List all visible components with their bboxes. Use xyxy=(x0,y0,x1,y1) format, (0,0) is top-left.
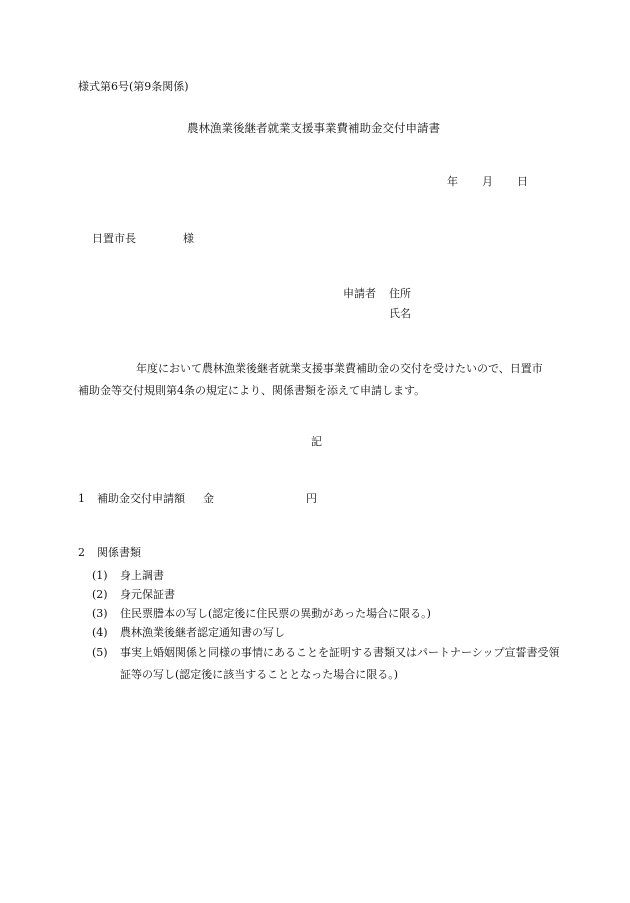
applicant-address-label: 住所 xyxy=(389,287,411,300)
list-item-number: (3) xyxy=(92,607,108,620)
item1-amount-prefix: 金 xyxy=(203,492,214,505)
item2-label: 関係書類 xyxy=(97,546,141,559)
list-item-text: 住民票謄本の写し(認定後に住民票の異動があった場合に限る。) xyxy=(120,607,431,620)
applicant-label: 申請者 xyxy=(343,287,376,300)
list-item xyxy=(92,623,562,642)
addressee-honorific: 様 xyxy=(183,232,194,245)
body-paragraph: 年度において農林漁業後継者就業支援事業費補助金の交付を受けたいので、日置市補助金等交付規則第4条の規定により、関係書類を添えて申請します。 xyxy=(78,362,543,397)
list-item xyxy=(92,585,562,604)
applicant-name-label: 氏名 xyxy=(389,307,411,320)
date-year-label: 年 xyxy=(447,175,458,188)
document-list xyxy=(92,566,562,686)
item1-number: 1 xyxy=(78,492,85,505)
form-number: 様式第6号(第9条関係) xyxy=(78,80,189,93)
list-item-text: 身上調書 xyxy=(120,569,164,582)
list-item xyxy=(92,566,562,585)
item1-label: 補助金交付申請額 xyxy=(97,492,185,505)
addressee-name: 日置市長 xyxy=(92,232,136,245)
list-item-text: 農林漁業後継者認定通知書の写し xyxy=(120,626,285,639)
date-month-label: 月 xyxy=(482,175,493,188)
item2-number: 2 xyxy=(78,546,85,559)
list-item xyxy=(92,642,562,686)
list-item xyxy=(92,604,562,623)
list-item-text: 事実上婚姻関係と同様の事情にあることを証明する書類又はパートナーシップ宣誓書受領証等の写し(認定後に該当することとなった場合に限る。) xyxy=(120,646,560,681)
list-item-number: (2) xyxy=(92,588,108,601)
item1-amount-unit: 円 xyxy=(306,492,317,505)
page-title: 農林漁業後継者就業支援事業費補助金交付申請書 xyxy=(187,121,440,135)
list-item-number: (1) xyxy=(92,569,108,582)
notes-heading: 記 xyxy=(311,435,322,448)
list-item-text: 身元保証書 xyxy=(120,588,175,601)
date-day-label: 日 xyxy=(517,175,528,188)
list-item-number: (5) xyxy=(92,646,108,659)
list-item-number: (4) xyxy=(92,626,108,639)
